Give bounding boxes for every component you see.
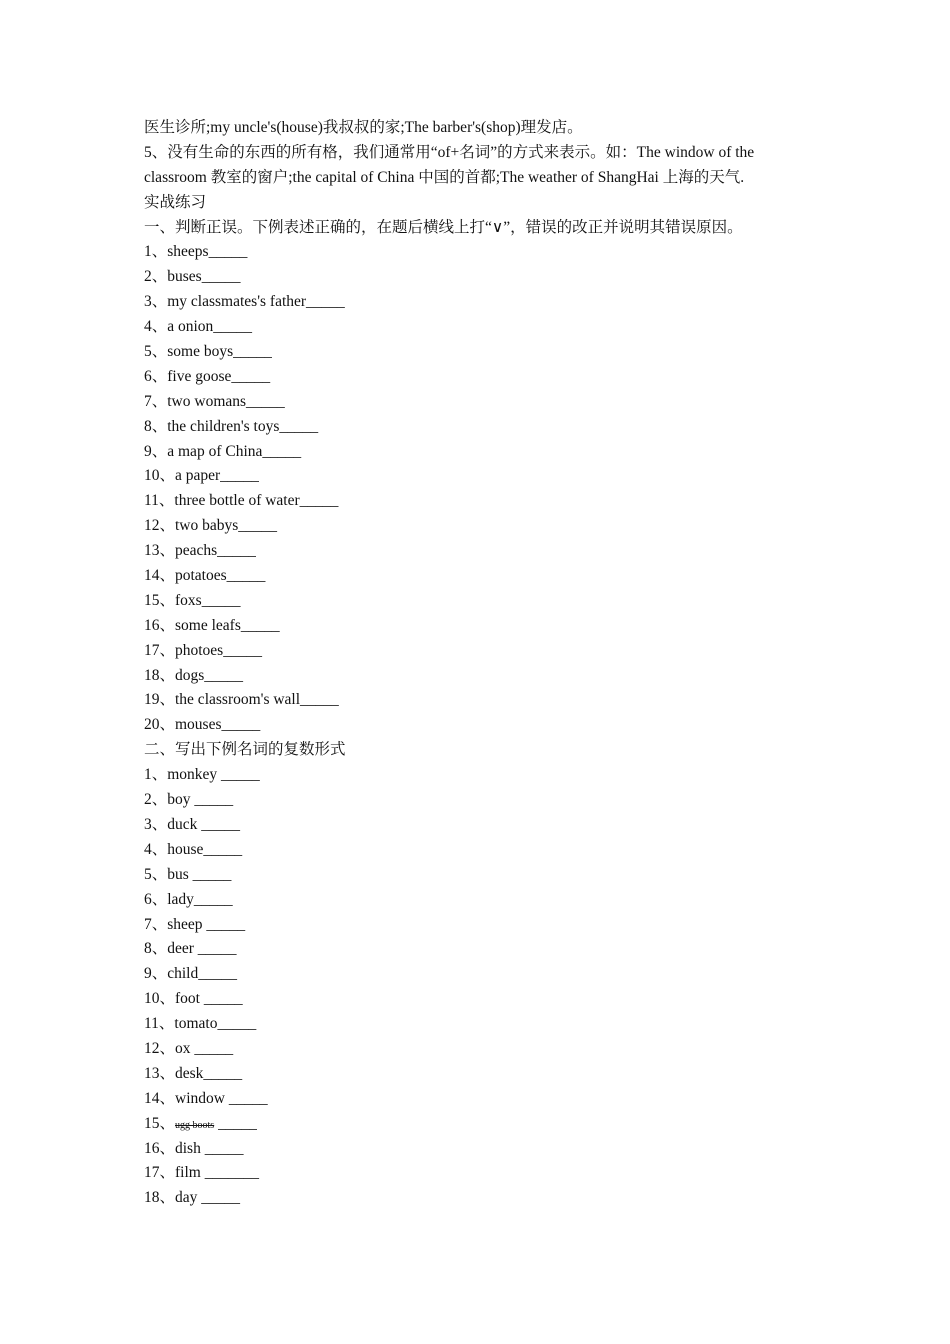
list-item: 11、tomato_____ bbox=[144, 1015, 257, 1033]
section1-list bbox=[144, 240, 824, 738]
list-item: 6、five goose_____ bbox=[144, 367, 271, 385]
intro-line-1: 医生诊所;my uncle's(house)我叔叔的家;The barber's(shop)理发店。 bbox=[144, 119, 583, 136]
list-item: 12、two babys_____ bbox=[144, 517, 278, 535]
list-item: 8、the children's toys_____ bbox=[144, 417, 319, 435]
list-item: 1、sheeps_____ bbox=[144, 243, 248, 261]
list-item: 7、two womans_____ bbox=[144, 392, 285, 410]
list-item: 18、dogs_____ bbox=[144, 666, 244, 684]
list-item: 2、boy _____ bbox=[144, 791, 234, 809]
list-item: 8、deer _____ bbox=[144, 940, 237, 958]
list-item: 3、my classmates's father_____ bbox=[144, 293, 345, 311]
list-item: 2、buses_____ bbox=[144, 268, 241, 286]
list-item: 1、monkey _____ bbox=[144, 766, 260, 784]
list-item: 10、a paper_____ bbox=[144, 467, 259, 485]
intro-line-2: 5、没有生命的东西的所有格，我们通常用“of+名词”的方式来表示。如：The window of the bbox=[144, 143, 755, 161]
section2-list bbox=[144, 763, 824, 1211]
list-item: 13、peachs_____ bbox=[144, 542, 256, 560]
list-item: 16、some leafs_____ bbox=[144, 616, 280, 634]
list-item: 4、a onion_____ bbox=[144, 318, 253, 336]
list-item: 12、ox _____ bbox=[144, 1039, 234, 1057]
list-item: 3、duck _____ bbox=[144, 815, 241, 833]
struck-text: ugg boots bbox=[175, 1119, 215, 1131]
list-item: 9、a map of China_____ bbox=[144, 442, 302, 460]
list-item: 4、house_____ bbox=[144, 840, 243, 858]
item-number: 15、 bbox=[144, 1114, 176, 1132]
list-item: 13、desk_____ bbox=[144, 1064, 243, 1082]
document-content bbox=[144, 116, 824, 1211]
list-item: 10、foot _____ bbox=[144, 990, 243, 1008]
list-item: 18、day _____ bbox=[144, 1189, 241, 1207]
list-item: 9、child_____ bbox=[144, 965, 237, 983]
list-item: 5、some boys_____ bbox=[144, 343, 272, 361]
list-item: 20、mouses_____ bbox=[144, 716, 261, 734]
list-item: 5、bus _____ bbox=[144, 865, 232, 883]
list-item: 17、film _______ bbox=[144, 1164, 259, 1182]
list-item: 7、sheep _____ bbox=[144, 915, 246, 933]
answer-blank: _____ bbox=[214, 1114, 257, 1132]
practice-title: 实战练习 bbox=[144, 193, 207, 211]
list-item: 14、potatoes_____ bbox=[144, 567, 266, 585]
list-item: 11、three bottle of water_____ bbox=[144, 492, 339, 510]
list-item: 6、lady_____ bbox=[144, 890, 233, 908]
list-item: 15、foxs_____ bbox=[144, 591, 241, 609]
section1-heading: 一、判断正误。下例表述正确的，在题后横线上打“∨”，错误的改正并说明其错误原因。 bbox=[144, 218, 743, 236]
section2-heading: 二、写出下例名词的复数形式 bbox=[144, 741, 346, 759]
list-item: 17、photoes_____ bbox=[144, 641, 262, 659]
intro-line-3: classroom 教室的窗户;the capital of China 中国的首都;The weather of ShangHai 上海的天气. bbox=[144, 168, 745, 186]
list-item-15 bbox=[144, 1112, 824, 1137]
list-item: 16、dish _____ bbox=[144, 1139, 244, 1157]
list-item: 19、the classroom's wall_____ bbox=[144, 691, 339, 709]
list-item: 14、window _____ bbox=[144, 1089, 268, 1107]
